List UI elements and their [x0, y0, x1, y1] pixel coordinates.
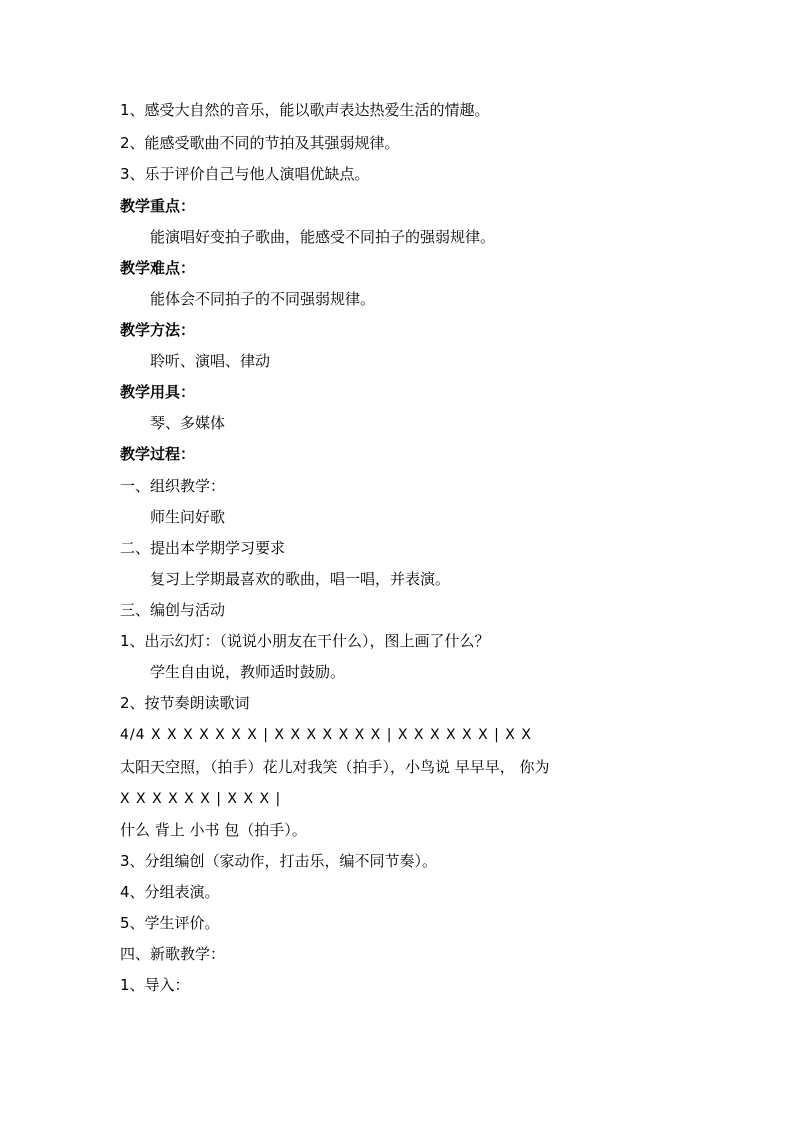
methods-text: 聆听、演唱、律动 [150, 352, 271, 370]
section-3-item-1: 1、出示幻灯：（说说小朋友在干什么），图上画了什么？ [120, 632, 490, 650]
process-heading: 教学过程： [120, 445, 196, 463]
section-4-item-1: 1、导入： [120, 976, 190, 994]
section-2-text: 复习上学期最喜欢的歌曲，唱一唱，并表演。 [150, 570, 451, 588]
section-1-title: 一、组织教学： [120, 477, 226, 495]
section-3-title: 三、编创与活动 [120, 601, 226, 619]
key-points-heading: 教学重点： [120, 197, 196, 215]
key-points-text: 能演唱好变拍子歌曲，能感受不同拍子的强弱规律。 [150, 228, 496, 246]
objective-3: 3、乐于评价自己与他人演唱优缺点。 [120, 165, 370, 183]
section-4-title: 四、新歌教学： [120, 945, 226, 963]
difficulties-text: 能体会不同拍子的不同强弱规律。 [150, 290, 376, 308]
section-1-text: 师生问好歌 [150, 508, 226, 526]
section-2-title: 二、提出本学期学习要求 [120, 539, 286, 557]
methods-heading: 教学方法： [120, 321, 196, 339]
tools-text: 琴、多媒体 [150, 414, 226, 432]
rhythm-line-1: 4/4 X X X X X X X | X X X X X X X | X X X X X X | X X [120, 727, 532, 743]
section-3-item-1-text: 学生自由说，教师适时鼓励。 [150, 663, 346, 681]
lyric-line-2: 什么 背上 小书 包（拍手）。 [120, 821, 307, 839]
lyric-line-1: 太阳天空照，（拍手）花儿对我笑（拍手），小鸟说 早早早， 你为 [120, 758, 550, 776]
objective-2: 2、能感受歌曲不同的节拍及其强弱规律。 [120, 134, 400, 152]
section-3-item-5: 5、学生评价。 [120, 914, 220, 932]
tools-heading: 教学用具： [120, 383, 196, 401]
rhythm-line-2: X X X X X X | X X X | [120, 791, 282, 807]
section-3-item-3: 3、分组编创（家动作，打击乐，编不同节奏）。 [120, 852, 438, 870]
section-3-item-4: 4、分组表演。 [120, 883, 220, 901]
section-3-item-2: 2、按节奏朗读歌词 [120, 694, 250, 712]
difficulties-heading: 教学难点： [120, 259, 196, 277]
objective-1: 1、感受大自然的音乐，能以歌声表达热爱生活的情趣。 [120, 101, 490, 119]
